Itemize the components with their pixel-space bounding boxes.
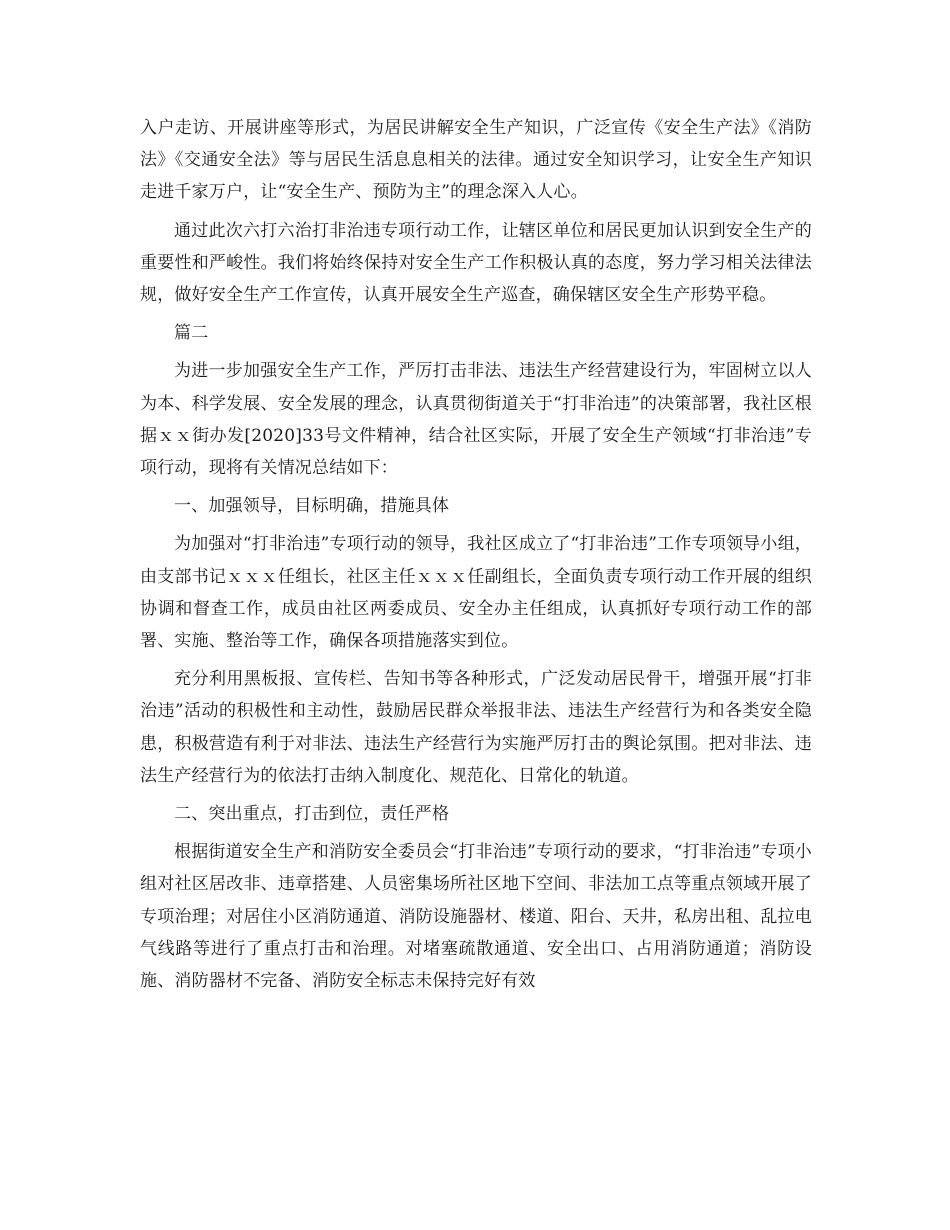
- heading-two: 二、突出重点，打击到位，责任严格: [174, 804, 450, 825]
- section-heading-part-two: 篇二: [174, 323, 209, 344]
- paragraph-key-areas: 根据街道安全生产和消防安全委员会“打非治违”专项行动的要求，“打非治违”专项小组对社区居改非、违章搭建、人员密集场所社区地下空间、非法加工点等重点领域开展了专项治理；对居住小区消防通道、消防设施器材、楼道、阳台、天井，私房出租、乱拉电气线路等进行了重点打击和治理。对堵塞疏散通道、安全出口、占用消防通道；消防设施、消防器材不完备、消防安全标志未保持完好有效: [140, 842, 812, 992]
- paragraph-publicity: 充分利用黑板报、宣传栏、告知书等各种形式，广泛发动居民骨干，增强开展“打非治违”活动的积极性和主动性，鼓励居民群众举报非法、违法生产经营行为和各类安全隐患，积极营造有利于对非法、违法生产经营行为实施严厉打击的舆论氛围。把对非法、违法生产经营行为的依法打击纳入制度化、规范化、日常化的轨道。: [140, 669, 812, 786]
- paragraph-intro: 为进一步加强安全生产工作，严厉打击非法、违法生产经营建设行为，牢固树立以人为本、科学发展、安全发展的理念，认真贯彻街道关于“打非治违”的决策部署，我社区根据ｘｘ街办发[2020]33号文件精神，结合社区实际，开展了安全生产领域“打非治违”专项行动，现将有关情况总结如下：: [140, 361, 812, 479]
- document-page: [140, 112, 812, 997]
- paragraph-leadership: 为加强对“打非治违”专项行动的领导，我社区成立了“打非治违”工作专项领导小组，由支部书记ｘｘｘ任组长，社区主任ｘｘｘ任副组长，全面负责专项行动工作开展的组织协调和督查工作，成员由社区两委成员、安全办主任组成，认真抓好专项行动工作的部署、实施、整治等工作，确保各项措施落实到位。: [140, 534, 812, 652]
- paragraph-2: 通过此次六打六治打非治违专项行动工作，让辖区单位和居民更加认识到安全生产的重要性和严峻性。我们将始终保持对安全生产工作积极认真的态度，努力学习相关法律法规，做好安全生产工作宣传，认真开展安全生产巡查，确保辖区安全生产形势平稳。: [140, 220, 812, 306]
- heading-one: 一、加强领导，目标明确，措施具体: [174, 496, 450, 517]
- paragraph-1: 入户走访、开展讲座等形式，为居民讲解安全生产知识，广泛宣传《安全生产法》《消防法》《交通安全法》等与居民生活息息相关的法律。通过安全知识学习，让安全生产知识走进千家万户，让“安全生产、预防为主”的理念深入人心。: [140, 118, 812, 203]
